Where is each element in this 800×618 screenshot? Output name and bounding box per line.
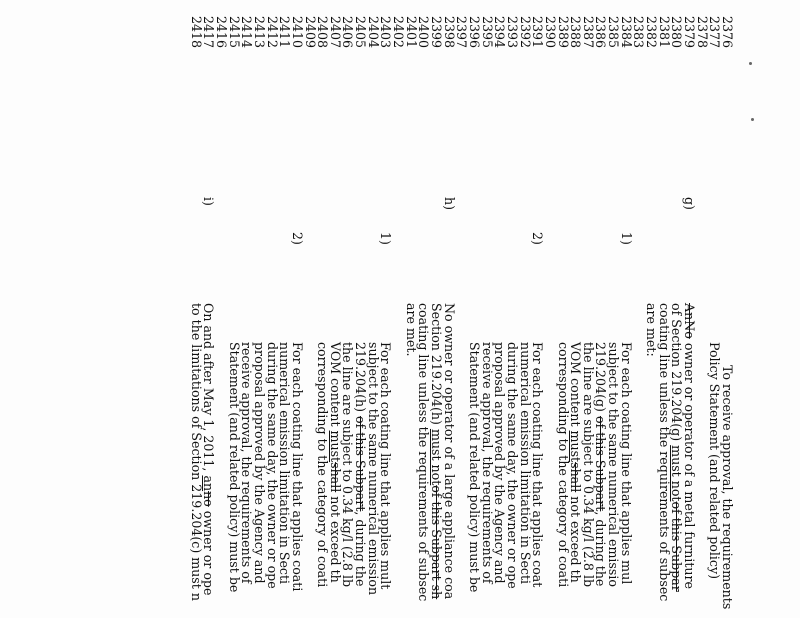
text-segment: during the same day, the owner or ope [504,342,520,589]
deleted-text: no [201,491,217,507]
line-number: 2403 [378,15,394,48]
text-segment: of Section 219.204(g) [669,303,685,446]
inserted-text: an [201,475,217,492]
line-text [316,342,329,587]
inserted-text: must [568,430,584,463]
text-segment: Policy Statement (and related policy) [707,342,723,580]
deleted-text: AnNo [682,303,698,339]
deleted-text: shall [327,462,343,493]
text-segment: Section 219.204(h) [429,303,445,429]
text-segment: receive approval, the requirements of [479,342,495,584]
text-segment: not exceed th [327,492,343,583]
text-segment: receive approval, the requirements of [239,342,255,584]
line-number: 2383 [631,15,647,48]
line-number: 2377 [707,15,723,48]
scan-speck [749,62,752,65]
line-number: 2414 [239,15,255,48]
subsection-marker: 2) [289,232,305,245]
line-text [556,342,569,587]
text-segment: subject to the same numerical emission [365,342,381,596]
subsection-marker: i) [201,197,217,206]
deleted-text: of this Subpart [353,416,369,512]
line-number: 2405 [353,15,369,48]
text-segment: 219.204(g) [593,342,609,416]
text-segment: No owner or operator of a large appliance coa [441,303,457,600]
line-number: 2415 [226,15,242,48]
text-segment: proposal approved by the Agency and [251,342,267,584]
line-number: 2390 [542,15,558,48]
text-segment: To receive approval, the requirements [720,365,735,610]
line-number: 2395 [479,15,495,48]
text-segment: For each coating line that applies mul [618,342,634,585]
line-number: 2417 [201,15,217,48]
text-segment: coating line unless the requirements of subsec [416,303,432,602]
line-number: 2384 [618,15,634,48]
text-segment: corresponding to the category of coati [555,342,571,588]
inserted-text: must not [669,445,685,502]
line-text [404,303,417,356]
text-segment: the line are subject to 0.34 kg/l (2.8 lb [340,342,356,588]
line-number: 2406 [340,15,356,48]
line-number: 2404 [365,15,381,48]
line-number: 2379 [682,15,698,48]
inserted-text: must [327,430,343,463]
line-number: 2382 [644,15,660,48]
line-number: 2380 [669,15,685,48]
line-number: 2391 [530,15,546,48]
line-number: 2408 [315,15,331,48]
text-segment: Statement (and related policy) must be [467,342,482,593]
line-number: 2401 [403,15,419,48]
subsection-marker: h) [441,197,457,211]
text-segment: For each coating line that applies coat [530,342,546,588]
text-segment: owner or ope [201,506,217,596]
subsection-marker: 1) [378,232,394,245]
line-number: 2389 [555,15,571,48]
text-segment: Statement (and related policy) must be [226,342,242,593]
line-number: 2393 [504,15,520,48]
subsection-marker: 2) [530,232,546,245]
line-number: 2402 [391,15,407,48]
line-number: 2418 [188,15,204,48]
text-segment: during the same day, the owner or ope [264,342,280,589]
text-segment: numerical emission limitation in Secti [277,342,293,585]
line-number: 2386 [593,15,609,48]
text-segment: owner or operator of a metal furniture [682,338,698,589]
text-segment: For each coating line that applies coati [289,342,305,592]
deleted-text: of this Subpar [669,501,685,592]
text-segment: numerical emission limitation in Secti [517,342,533,585]
line-number: 2378 [694,15,710,48]
line-number: 2416 [214,15,229,48]
text-segment: the line are subject to 0.34 kg/l (2.8 lb [580,342,596,588]
deleted-text: of this Subpart sh [429,485,445,600]
text-segment: are met: [644,303,660,357]
line-text [227,342,240,592]
text-segment: For each coating line that applies mult [378,342,394,590]
text-segment: subject to the same numerical emissio [606,342,622,587]
line-number: 2411 [277,15,293,48]
text-segment: proposal approved by the Agency and [492,342,508,584]
inserted-text: must not [429,428,445,486]
deleted-text: shall [568,462,584,493]
line-number: 2388 [568,15,584,48]
line-text [467,342,480,592]
line-number: 2398 [441,15,457,48]
line-number: 2394 [492,15,508,48]
line-number: 2385 [606,15,622,48]
line-number: 2409 [302,15,318,48]
line-text [645,303,658,357]
text-segment: to the limitations of Section 219.204(c) must n [188,303,204,601]
line-number: 2400 [416,15,432,48]
line-number: 2376 [720,15,735,48]
line-text [708,342,721,579]
text-segment: are met. [403,303,419,357]
text-segment: 219.204(h) [353,342,369,417]
line-number: 2399 [429,15,445,48]
line-number: 2396 [467,15,482,48]
subsection-marker: g) [682,197,698,210]
text-segment: VOM content [327,342,343,431]
line-number: 2381 [656,15,672,48]
deleted-text: of this Subpart [593,415,609,512]
text-segment: not exceed th [568,492,584,583]
text-segment: corresponding to the category of coati [315,342,331,588]
line-number: 2407 [327,15,343,48]
line-number: 2410 [289,15,305,48]
text-segment: , during the [353,511,369,587]
text-segment: VOM content [568,342,584,431]
line-number: 2392 [517,15,533,48]
line-number: 2387 [580,15,596,48]
subsection-marker: 1) [618,232,634,245]
line-text [189,303,202,601]
line-number: 2397 [454,15,470,48]
scan-speck [751,118,754,121]
text-segment: On and after May 1, 2011, [201,303,217,476]
line-number: 2412 [264,15,280,48]
text-segment: coating line unless the requirements of subsec [656,303,672,602]
text-segment: , during the [593,511,609,587]
line-number: 2413 [251,15,267,48]
